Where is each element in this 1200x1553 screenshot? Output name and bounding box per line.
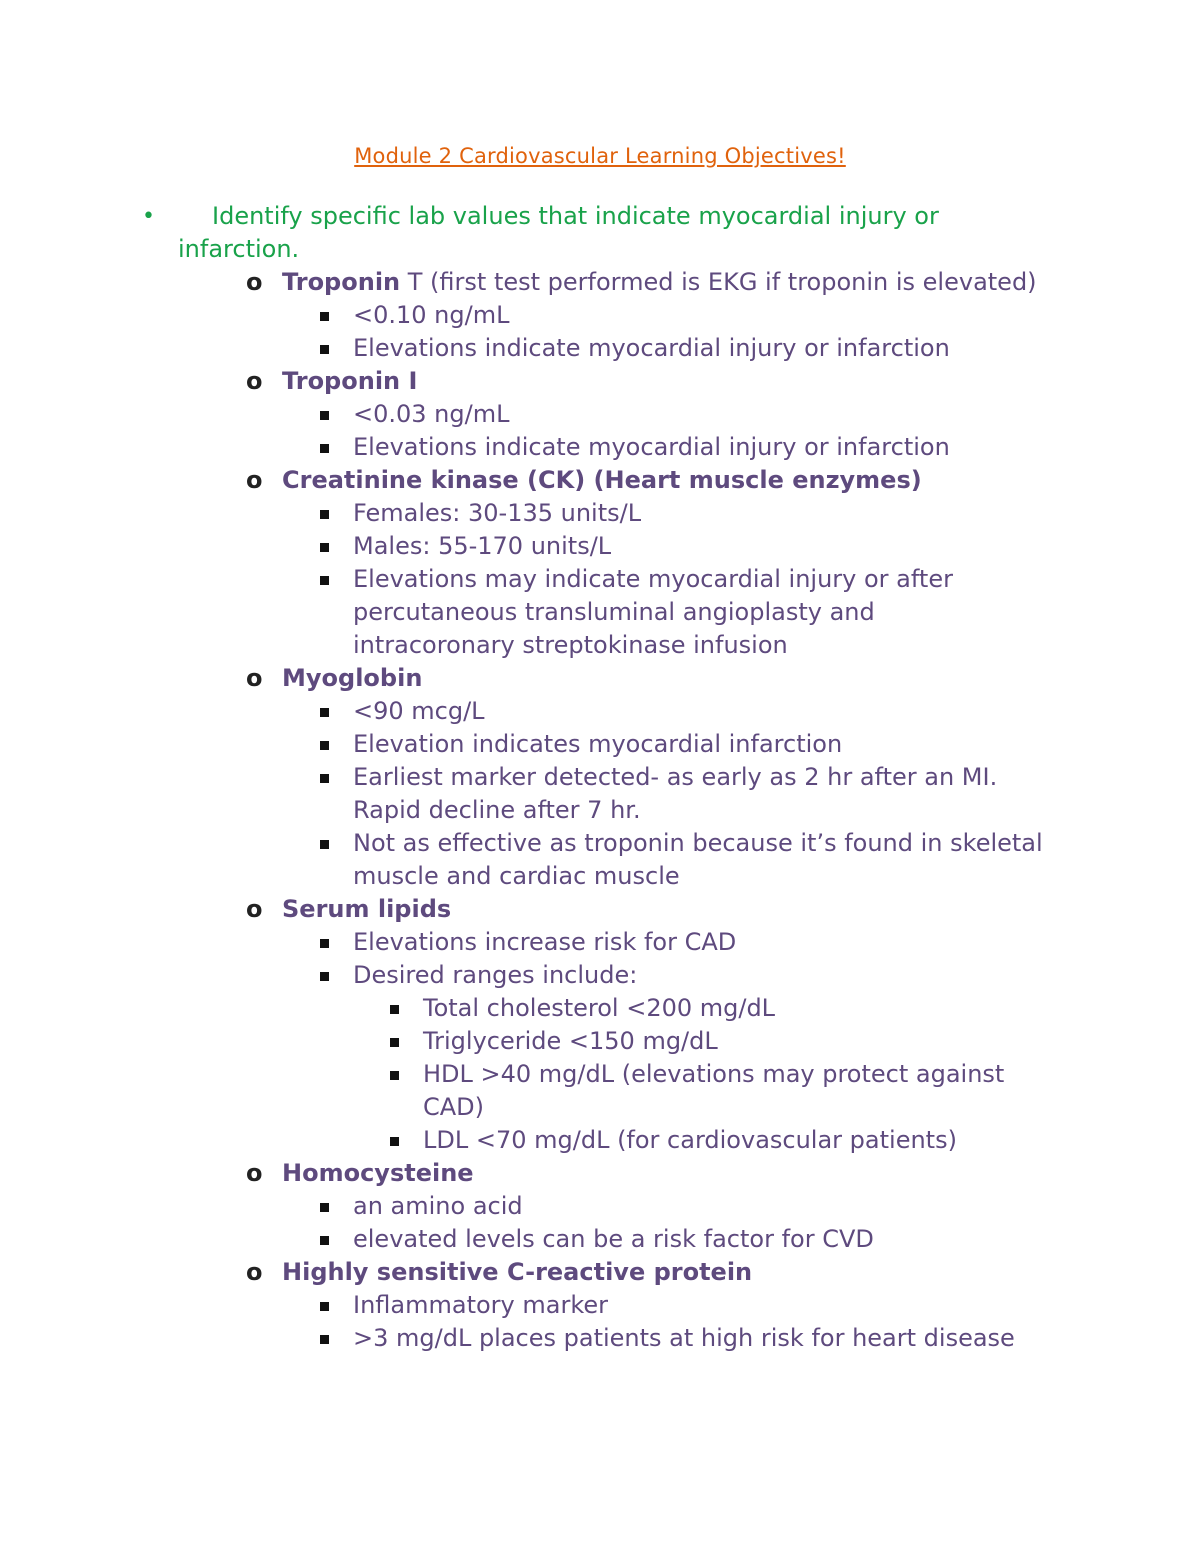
list-item — [353, 827, 1043, 893]
list-item — [353, 728, 1043, 761]
list-item — [353, 926, 1043, 959]
list-item — [353, 761, 1043, 827]
square-bullet-icon — [320, 1236, 329, 1245]
list-item-text: Triglyceride <150 mg/dL — [423, 1027, 718, 1055]
list-item — [353, 1190, 1043, 1223]
section-items — [282, 1289, 1062, 1355]
section-c-reactive-protein — [246, 1256, 1062, 1355]
list-item-text: HDL >40 mg/dL (elevations may protect against CAD) — [423, 1060, 1005, 1121]
square-bullet-icon — [320, 1302, 329, 1311]
section-heading: Troponin — [282, 268, 401, 296]
list-item-text: Inflammatory marker — [353, 1291, 608, 1319]
square-bullet-icon — [390, 1137, 399, 1146]
square-bullet-icon — [320, 708, 329, 717]
section-items — [282, 497, 1062, 662]
section-items — [282, 926, 1062, 1157]
list-item-text: Not as effective as troponin because it’s found in skeletal muscle and cardiac muscle — [353, 829, 1043, 890]
list-item — [423, 992, 1023, 1025]
lab-value-list — [246, 266, 1062, 1355]
list-item — [423, 1025, 1023, 1058]
list-item-text: Total cholesterol <200 mg/dL — [423, 994, 776, 1022]
section-heading: Creatinine kinase (CK) (Heart muscle enzymes) — [282, 466, 922, 494]
list-item — [353, 530, 1043, 563]
section-items — [282, 695, 1062, 893]
section-heading: Highly sensitive C-reactive protein — [282, 1258, 753, 1286]
desired-ranges-list — [353, 992, 1043, 1157]
section-myoglobin — [246, 662, 1062, 893]
section-homocysteine — [246, 1157, 1062, 1256]
list-item — [423, 1124, 1023, 1157]
list-item — [353, 563, 1043, 662]
section-creatinine-kinase — [246, 464, 1062, 662]
learning-objective — [142, 200, 958, 266]
list-item-text: <0.10 ng/mL — [353, 301, 510, 329]
list-item-text: Elevations indicate myocardial injury or infarction — [353, 433, 950, 461]
square-bullet-icon — [320, 510, 329, 519]
section-items — [282, 299, 1062, 365]
section-items — [282, 1190, 1062, 1256]
circle-bullet-icon: o — [246, 466, 263, 494]
section-heading: Troponin I — [282, 367, 418, 395]
list-item-text: an amino acid — [353, 1192, 523, 1220]
list-item — [353, 1223, 1043, 1256]
list-item-text: Males: 55-170 units/L — [353, 532, 612, 560]
section-troponin-i — [246, 365, 1062, 464]
section-troponin-t — [246, 266, 1062, 365]
section-heading-suffix: T — [400, 268, 423, 296]
square-bullet-icon — [320, 576, 329, 585]
circle-bullet-icon: o — [246, 664, 263, 692]
square-bullet-icon — [320, 939, 329, 948]
list-item — [353, 695, 1043, 728]
square-bullet-icon — [320, 1203, 329, 1212]
list-item — [423, 1058, 1023, 1124]
circle-bullet-icon: o — [246, 268, 263, 296]
square-bullet-icon — [390, 1005, 399, 1014]
square-bullet-icon — [320, 312, 329, 321]
list-item-text: Elevations indicate myocardial injury or infarction — [353, 334, 950, 362]
section-note: (first test performed is EKG if troponin is elevated) — [422, 268, 1037, 296]
list-item — [353, 332, 1043, 365]
section-heading: Serum lipids — [282, 895, 452, 923]
section-items — [282, 398, 1062, 464]
list-item — [353, 497, 1043, 530]
list-item — [353, 1322, 1043, 1355]
list-item-text: >3 mg/dL places patients at high risk for heart disease — [353, 1324, 1015, 1352]
square-bullet-icon — [320, 774, 329, 783]
square-bullet-icon — [320, 972, 329, 981]
circle-bullet-icon: o — [246, 1159, 263, 1187]
bullet-icon: • — [142, 204, 155, 229]
square-bullet-icon — [320, 840, 329, 849]
list-item-text: <0.03 ng/mL — [353, 400, 510, 428]
objective-text: Identify specific lab values that indicate myocardial injury or infarction. — [178, 202, 939, 263]
circle-bullet-icon: o — [246, 367, 263, 395]
square-bullet-icon — [320, 345, 329, 354]
list-item-text: Females: 30-135 units/L — [353, 499, 642, 527]
list-item — [353, 398, 1043, 431]
list-item-text: Elevations increase risk for CAD — [353, 928, 737, 956]
square-bullet-icon — [320, 411, 329, 420]
list-item-text: Elevations may indicate myocardial injury or after percutaneous transluminal angioplasty and intracoronary streptokinase infusion — [353, 565, 953, 659]
section-serum-lipids — [246, 893, 1062, 1157]
circle-bullet-icon: o — [246, 895, 263, 923]
square-bullet-icon — [320, 741, 329, 750]
square-bullet-icon — [320, 444, 329, 453]
square-bullet-icon — [390, 1038, 399, 1047]
section-heading: Homocysteine — [282, 1159, 474, 1187]
list-item-text: elevated levels can be a risk factor for CVD — [353, 1225, 874, 1253]
square-bullet-icon — [320, 543, 329, 552]
section-heading: Myoglobin — [282, 664, 423, 692]
list-item-text: Desired ranges include: — [353, 961, 638, 989]
list-item — [353, 299, 1043, 332]
list-item — [353, 959, 1043, 1157]
list-item — [353, 431, 1043, 464]
list-item-text: Earliest marker detected- as early as 2 hr after an MI. Rapid decline after 7 hr. — [353, 763, 998, 824]
list-item — [353, 1289, 1043, 1322]
square-bullet-icon — [390, 1071, 399, 1080]
document-title: Module 2 Cardiovascular Learning Objectives! — [354, 144, 846, 168]
list-item-text: <90 mcg/L — [353, 697, 485, 725]
square-bullet-icon — [320, 1335, 329, 1344]
circle-bullet-icon: o — [246, 1258, 263, 1286]
list-item-text: Elevation indicates myocardial infarction — [353, 730, 843, 758]
list-item-text: LDL <70 mg/dL (for cardiovascular patients) — [423, 1126, 957, 1154]
